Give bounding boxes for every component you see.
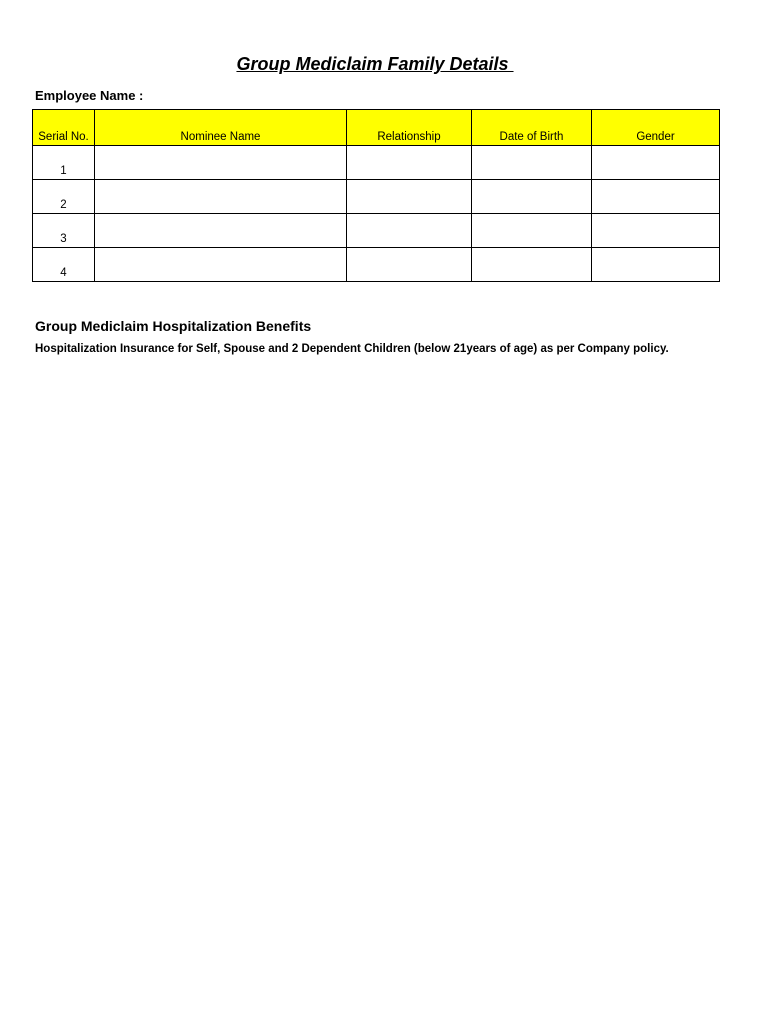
employee-name-label: Employee Name : [35, 88, 144, 103]
nominee-name-cell[interactable] [95, 248, 347, 282]
serial-no-cell: 1 [33, 146, 95, 180]
header-gender: Gender [592, 110, 720, 146]
relationship-cell[interactable] [347, 180, 472, 214]
nominee-name-cell[interactable] [95, 214, 347, 248]
serial-no-cell: 3 [33, 214, 95, 248]
table-row [33, 146, 720, 180]
nominee-name-cell[interactable] [95, 146, 347, 180]
header-nominee-name: Nominee Name [95, 110, 347, 146]
header-serial-no: Serial No. [33, 110, 95, 146]
date-of-birth-cell[interactable] [472, 214, 592, 248]
relationship-cell[interactable] [347, 214, 472, 248]
table-header-row [33, 110, 720, 146]
benefits-heading: Group Mediclaim Hospitalization Benefits [35, 318, 312, 334]
nominee-name-cell[interactable] [95, 180, 347, 214]
header-date-of-birth: Date of Birth [472, 110, 592, 146]
serial-no-cell: 2 [33, 180, 95, 214]
table-row [33, 214, 720, 248]
gender-cell[interactable] [592, 180, 720, 214]
gender-cell[interactable] [592, 214, 720, 248]
table-row [33, 180, 720, 214]
date-of-birth-cell[interactable] [472, 248, 592, 282]
family-details-table [32, 109, 720, 282]
header-relationship: Relationship [347, 110, 472, 146]
gender-cell[interactable] [592, 248, 720, 282]
benefits-text: Hospitalization Insurance for Self, Spouse and 2 Dependent Children (below 21years of age) as per Company policy. [35, 343, 669, 355]
date-of-birth-cell[interactable] [472, 180, 592, 214]
relationship-cell[interactable] [347, 146, 472, 180]
gender-cell[interactable] [592, 146, 720, 180]
table-row [33, 248, 720, 282]
serial-no-cell: 4 [33, 248, 95, 282]
relationship-cell[interactable] [347, 248, 472, 282]
page-title: Group Mediclaim Family Details [236, 54, 514, 74]
date-of-birth-cell[interactable] [472, 146, 592, 180]
